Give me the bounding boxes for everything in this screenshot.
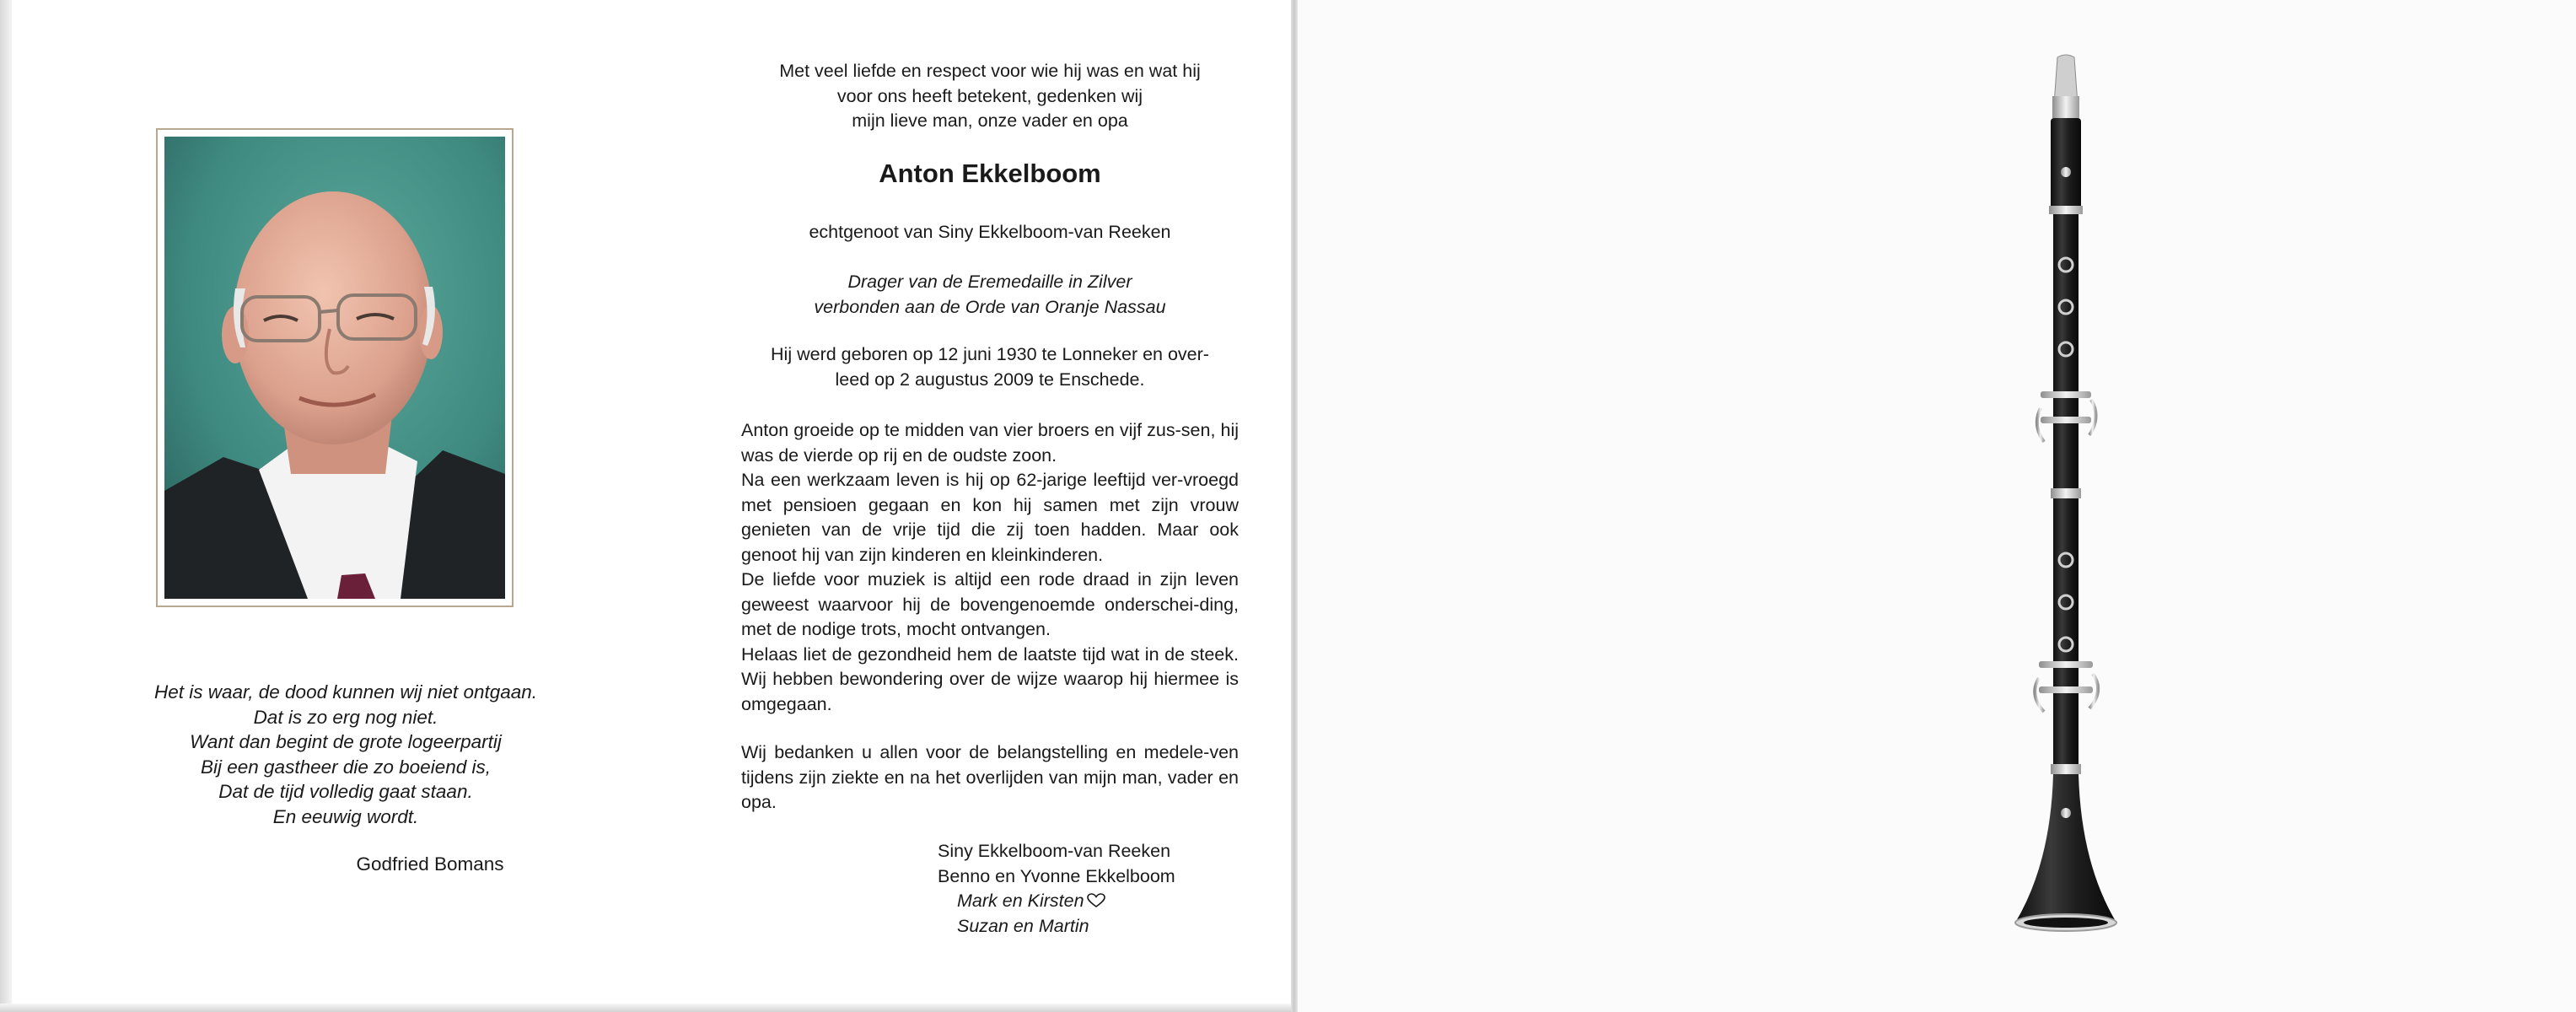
- spouse-line: echtgenoot van Siny Ekkelboom-van Reeken: [809, 222, 1171, 242]
- signatory-line: Benno en Yvonne Ekkelboom: [938, 865, 1175, 886]
- back-panel: [1298, 0, 2576, 1012]
- poem-line: Bij een gastheer die zo boeiend is,: [201, 756, 491, 778]
- birth-line: Hij werd geboren op 12 juni 1930 te Lonneker en over-: [771, 344, 1209, 364]
- life-paragraph: Na een werkzaam leven is hij op 62-jarige leeftijd ver-vroegd met pensioen gegaan en kon hij samen met zijn vrouw genieten van de vrije tijd die zij toen hadden. Maar ook genoot hij van zijn kinderen en kleinkinderen.: [741, 470, 1239, 565]
- honour-line: verbonden aan de Orde van Oranje Nassau: [814, 296, 1166, 317]
- intro-line: Met veel liefde en respect voor wie hij was en wat hij: [779, 61, 1201, 81]
- thanks-text: [741, 740, 1239, 816]
- signatory-line: Suzan en Martin: [957, 915, 1089, 936]
- deceased-name: Anton Ekkelboom: [879, 159, 1101, 188]
- poem-line: Dat de tijd volledig gaat staan.: [218, 781, 473, 802]
- signatory-line: [938, 889, 1224, 914]
- intro-line: mijn lieve man, onze vader en opa: [852, 110, 1128, 131]
- signatory-line: Siny Ekkelboom-van Reeken: [938, 841, 1171, 861]
- heart-icon: [1087, 893, 1105, 908]
- birth-line: leed op 2 augustus 2009 te Enschede.: [835, 369, 1145, 390]
- honour-text: [741, 270, 1239, 320]
- signatories: [938, 839, 1224, 939]
- portrait-photo: [164, 137, 505, 599]
- signatory-name: Mark en Kirsten: [957, 891, 1084, 911]
- life-paragraph: Anton groeide op te midden van vier broers en vijf zus-sen, hij was de vierde op rij en de oudste zoon.: [741, 420, 1239, 466]
- thanks-paragraph: Wij bedanken u allen voor de belangstelling en medele-ven tijdens zijn ziekte en na het overlijden van mijn man, vader en opa.: [741, 742, 1239, 812]
- poem-line: Dat is zo erg nog niet.: [253, 706, 438, 728]
- poem-line: Want dan begint de grote logeerpartij: [190, 731, 502, 752]
- intro-line: voor ons heeft betekent, gedenken wij: [836, 85, 1143, 106]
- poem-author: Godfried Bomans: [356, 853, 504, 875]
- life-story: [741, 418, 1239, 717]
- portrait-frame: [156, 128, 514, 607]
- life-paragraph: De liefde voor muziek is altijd een rode draad in zijn leven geweest waarvoor hij de bovengenoemde onderschei-ding, met de nodige trots, mocht ontvangen.: [741, 569, 1239, 639]
- honour-line: Drager van de Eremedaille in Zilver: [847, 272, 1132, 292]
- poem-line: En eeuwig wordt.: [272, 805, 419, 827]
- birth-text: [741, 342, 1239, 392]
- clarinet-illustration: [2007, 54, 2125, 939]
- intro-text: [741, 59, 1239, 134]
- poem: [126, 680, 565, 829]
- life-paragraph: Helaas liet de gezondheid hem de laatste tijd wat in de steek. Wij hebben bewondering over de wijze waarop hij hiermee is omgegaan.: [741, 643, 1239, 714]
- card-fold: [1291, 0, 1298, 1012]
- card-left-edge: [0, 0, 12, 1012]
- poem-line: Het is waar, de dood kunnen wij niet ontgaan.: [153, 681, 538, 702]
